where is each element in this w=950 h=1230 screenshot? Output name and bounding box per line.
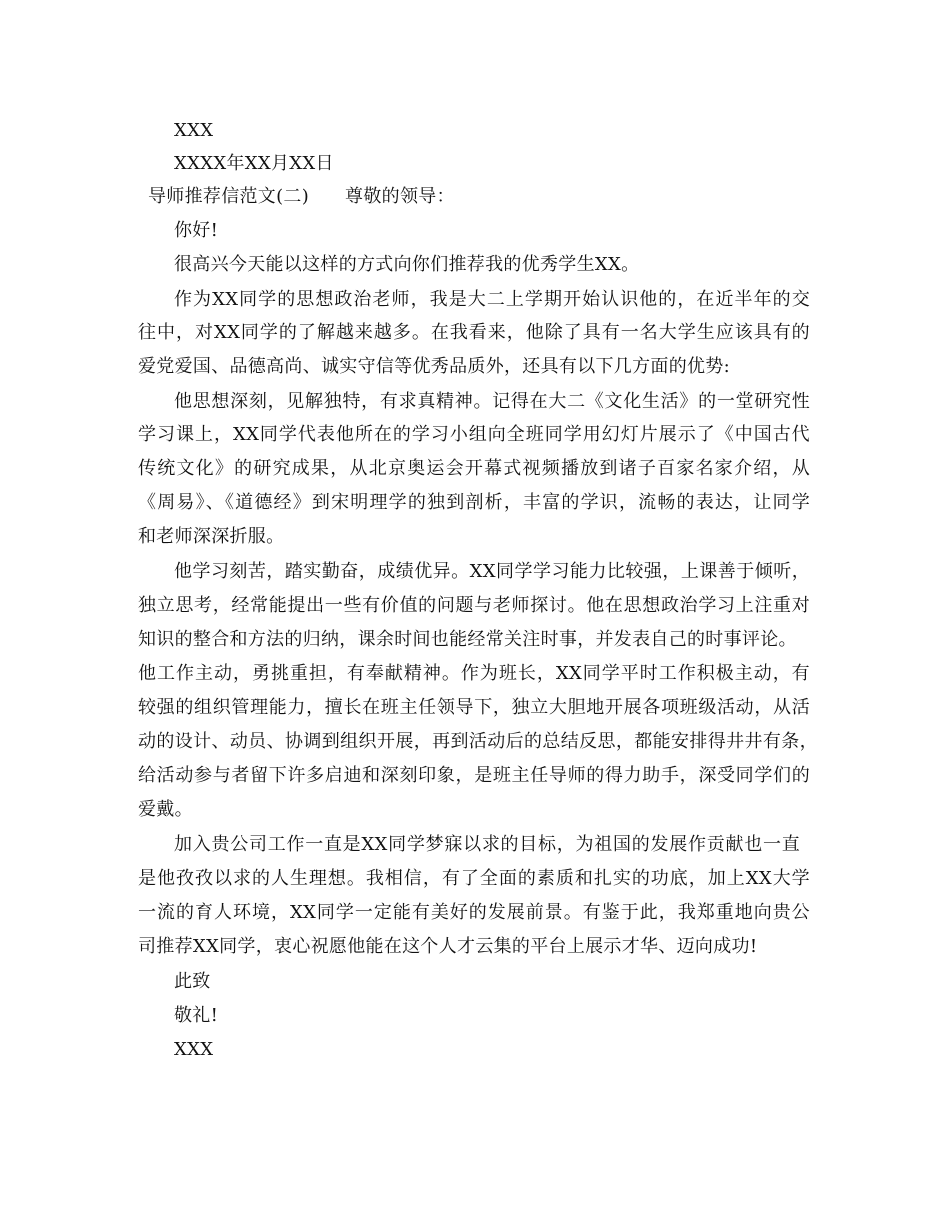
paragraph-line: 给活动参与者留下许多启迪和深刻印象，是班主任导师的得力助手，深受同学们的 (138, 765, 810, 786)
paragraph-line: 独立思考，经常能提出一些有价值的问题与老师探讨。他在思想政治学习上注重对 (138, 595, 810, 616)
paragraph-line: 知识的整合和方法的归纳，课余时间也能经常关注时事，并发表自己的时事评论。 (138, 629, 797, 650)
paragraph-line: 加入贵公司工作一直是XX同学梦寐以求的目标，为祖国的发展作贡献也一直 (174, 834, 800, 855)
paragraph-line: 较强的组织管理能力，擅长在班主任领导下，独立大胆地开展各项班级活动，从活 (138, 697, 810, 718)
paragraph-line: 往中，对XX同学的了解越来越多。在我看来，他除了具有一名大学生应该具有的 (138, 322, 810, 343)
paragraph-line: 爱戴。 (138, 799, 193, 820)
paragraph-line: 他学习刻苦，踏实勤奋，成绩优异。XX同学学习能力比较强，上课善于倾听， (174, 561, 810, 582)
paragraph-line: 爱党爱国、品德高尚、诚实守信等优秀品质外，还具有以下几方面的优势: (138, 356, 730, 377)
paragraph-line: 他思想深刻，见解独特，有求真精神。记得在大二《文化生活》的一堂研究性 (174, 391, 810, 412)
paragraph-line: 《周易》、《道德经》到宋明理学的独到剖析，丰富的学识，流畅的表达，让同学 (138, 492, 810, 513)
intro-paragraph: 很高兴今天能以这样的方式向你们推荐我的优秀学生XX。 (174, 254, 640, 275)
signature-bottom: XXX (174, 1039, 214, 1060)
paragraph-line: 一流的育人环境，XX同学一定能有美好的发展前景。有鉴于此，我郑重地向贵公 (138, 902, 810, 923)
letter-date: XXXX年XX月XX日 (174, 153, 334, 174)
closing-line: 此致 (174, 971, 211, 992)
salutation: 尊敬的领导： (345, 186, 455, 207)
paragraph-line: 作为XX同学的思想政治老师，我是大二上学期开始认识他的，在近半年的交 (174, 289, 810, 310)
heading-line (148, 182, 455, 212)
letter-title: 导师推荐信范文(二) (148, 186, 310, 207)
paragraph-line: 司推荐XX同学，衷心祝愿他能在这个人才云集的平台上展示才华、迈向成功! (138, 936, 758, 957)
paragraph-line: 动的设计、动员、协调到组织开展，再到活动后的总结反思，都能安排得井井有条， (138, 731, 818, 752)
paragraph-line: 是他孜孜以求的人生理想。我相信，有了全面的素质和扎实的功底，加上XX大学 (138, 868, 810, 889)
paragraph-line: 学习课上，XX同学代表他所在的学习小组向全班同学用幻灯片展示了《中国古代 (138, 424, 810, 445)
greeting: 你好! (174, 220, 219, 241)
paragraph-line: 传统文化》的研究成果，从北京奥运会开幕式视频播放到诸子百家名家介绍，从 (138, 458, 810, 479)
paragraph-line: 他工作主动，勇挑重担，有奉献精神。作为班长，XX同学平时工作积极主动，有 (138, 663, 810, 684)
paragraph-line: 和老师深深折服。 (138, 526, 285, 547)
signature-top: XXX (174, 120, 214, 141)
closing-line: 敬礼! (174, 1005, 219, 1026)
